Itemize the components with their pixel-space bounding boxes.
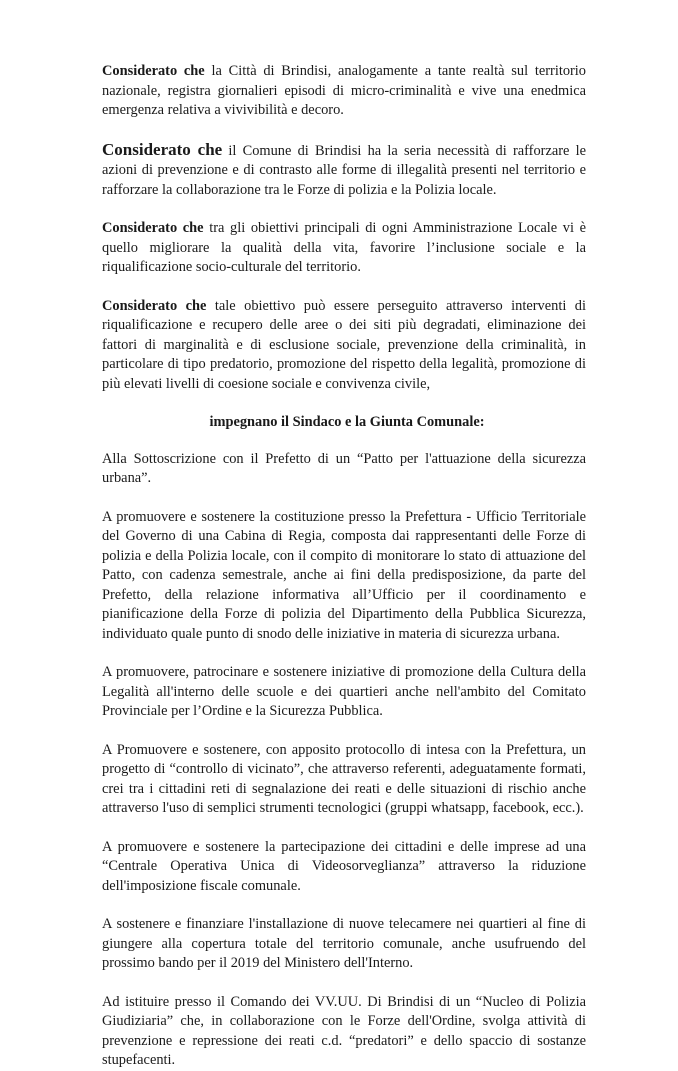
consideration-paragraph [102, 219, 586, 278]
consideration-text: tale obiettivo può essere perseguito attraverso interventi di riqualificazione e recupero delle aree o dei siti più degradati, eliminazione dei fattori di marginalità e di esclusione sociale, prevenzione della criminalità, in particolare di tipo predatorio, promozione del rispetto della legalità, promozione di più elevati livelli di coesione sociale e convivenza civile, [102, 297, 586, 392]
commitment-paragraph: A promuovere, patrocinare e sostenere iniziative di promozione della Cultura della Legalità all'interno delle scuole e dei quartieri anche nell'ambito del Comitato Provinciale per l’Ordine e la Sicurezza Pubblica. [102, 664, 586, 719]
consideration-text: tra gli obiettivi principali di ogni Amministrazione Locale vi è quello migliorare la qualità della vita, favorire l’inclusione sociale e la riqualificazione socio-culturale del territorio. [102, 220, 586, 275]
commitment-paragraph: Alla Sottoscrizione con il Prefetto di un “Patto per l'attuazione della sicurezza urbana”. [102, 450, 586, 486]
commitment-paragraph: A Promuovere e sostenere, con apposito protocollo di intesa con la Prefettura, un progetto di “controllo di vicinato”, che attraverso referenti, adeguatamente formati, crei tra i cittadini reti di segnalazione dei reati e delle situazioni di rischio anche attraverso l'uso di semplici strumenti tecnologici (gruppi whatsapp, facebook, ecc.). [102, 741, 586, 816]
consideration-lead: Considerato che [102, 63, 205, 79]
consideration-paragraph [102, 297, 586, 395]
commitment-paragraph: Ad istituire presso il Comando dei VV.UU. Di Brindisi di un “Nucleo di Polizia Giudiziaria” che, in collaborazione con le Forze dell'Ordine, svolga attività di prevenzione e repressione dei reati c.d. “predatori” e dello spaccio di sostanze stupefacenti. [102, 993, 586, 1068]
commitment-paragraph: A sostenere e finanziare l'installazione di nuove telecamere nei quartieri al fine di giungere alla copertura totale del territorio comunale, anche usufruendo del prossimo bando per il 2019 del Ministero dell'Interno. [102, 916, 586, 971]
commitment-heading: impegnano il Sindaco e la Giunta Comunale: [209, 414, 485, 430]
consideration-lead: Considerato che [102, 297, 207, 314]
consideration-text: la Città di Brindisi, analogamente a tante realtà sul territorio nazionale, registra giornalieri episodi di micro-criminalità e vive una enedmica emergenza relativa a vivivibilità e decoro. [102, 63, 586, 118]
consideration-lead: Considerato che [102, 139, 223, 159]
commitment-paragraph: A promuovere e sostenere la costituzione presso la Prefettura - Ufficio Territoriale del Governo di una Cabina di Regia, composta dai rappresentanti delle Forze di polizia e della Polizia locale, con il compito di monitorare lo stato di attuazione del Patto, con cadenza semestrale, anche ai fini della predisposizione, da parte del Prefetto, della relazione informativa all’Ufficio per il coordinamento e pianificazione della Forze di polizia del Dipartimento della Pubblica Sicurezza, individuato quale punto di snodo delle iniziative in materia di sicurezza urbana. [102, 508, 586, 642]
commitment-paragraph: A promuovere e sostenere la partecipazione dei cittadini e delle imprese ad una “Centrale Operativa Unica di Videosorveglianza” attraverso la riduzione dell'imposizione fiscale comunale. [102, 838, 586, 894]
consideration-text: il Comune di Brindisi ha la seria necessità di rafforzare le azioni di prevenzione e di contrasto alle forme di illegalità presenti nel territorio e rafforzare la collaborazione tra le Forze di polizia e la Polizia locale. [102, 142, 586, 198]
consideration-paragraph [102, 62, 586, 121]
consideration-paragraph [102, 140, 586, 201]
consideration-lead: Considerato che [102, 220, 204, 236]
